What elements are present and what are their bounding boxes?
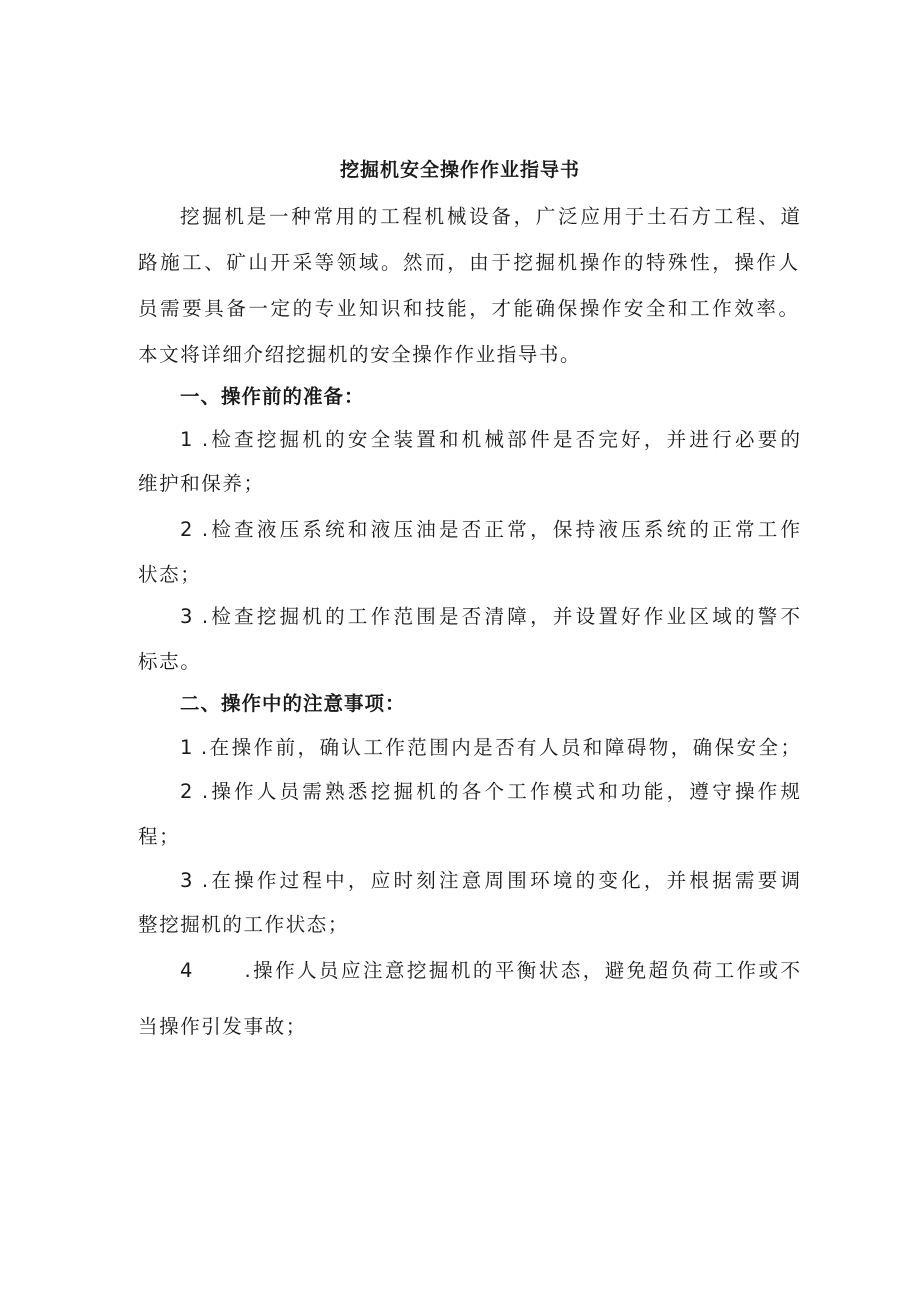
section-1-item-1-line-1: 1 .检查挖掘机的安全装置和机械部件是否完好，并进行必要的 bbox=[180, 428, 800, 451]
section-2-item-2-line-1: 2 .操作人员需熟悉挖掘机的各个工作模式和功能，遵守操作规 bbox=[180, 780, 800, 803]
document-title: 挖掘机安全操作作业指导书 bbox=[339, 159, 580, 181]
section-1-item-1-line-2: 维护和保养； bbox=[138, 472, 265, 495]
section-1-heading: 一、操作前的准备： bbox=[180, 385, 365, 408]
intro-line-2: 路施工、矿山开采等领域。然而，由于挖掘机操作的特殊性，操作人 bbox=[138, 251, 798, 274]
intro-line-3: 员需要具备一定的专业知识和技能，才能确保操作安全和工作效率。 bbox=[138, 297, 798, 320]
section-2-item-1-line-1: 1 .在操作前，确认工作范围内是否有人员和障碍物，确保安全； bbox=[180, 736, 800, 759]
section-2-heading: 二、操作中的注意事项： bbox=[180, 692, 406, 715]
intro-line-4: 本文将详细介绍挖掘机的安全操作作业指导书。 bbox=[138, 343, 582, 366]
section-2-item-3-line-1: 3 .在操作过程中，应时刻注意周围环境的变化，并根据需要调 bbox=[180, 869, 800, 892]
section-2-item-2-line-2: 程； bbox=[138, 825, 181, 848]
section-2-item-4-line-2: 当操作引发事故； bbox=[138, 1015, 307, 1038]
intro-line-1: 挖掘机是一种常用的工程机械设备，广泛应用于土石方工程、道 bbox=[180, 205, 800, 228]
section-1-item-2-line-2: 状态； bbox=[138, 563, 202, 586]
section-1-item-3-line-2: 标志。 bbox=[138, 650, 202, 673]
section-2-item-3-line-2: 整挖掘机的工作状态； bbox=[138, 913, 350, 936]
section-1-item-3-line-1: 3 .检查挖掘机的工作范围是否清障，并设置好作业区域的警不 bbox=[180, 605, 800, 628]
section-1-item-2-line-1: 2 .检查液压系统和液压油是否正常，保持液压系统的正常工作 bbox=[180, 518, 800, 541]
section-2-item-4-line-1: 4 .操作人员应注意挖掘机的平衡状态，避免超负荷工作或不 bbox=[180, 959, 800, 982]
